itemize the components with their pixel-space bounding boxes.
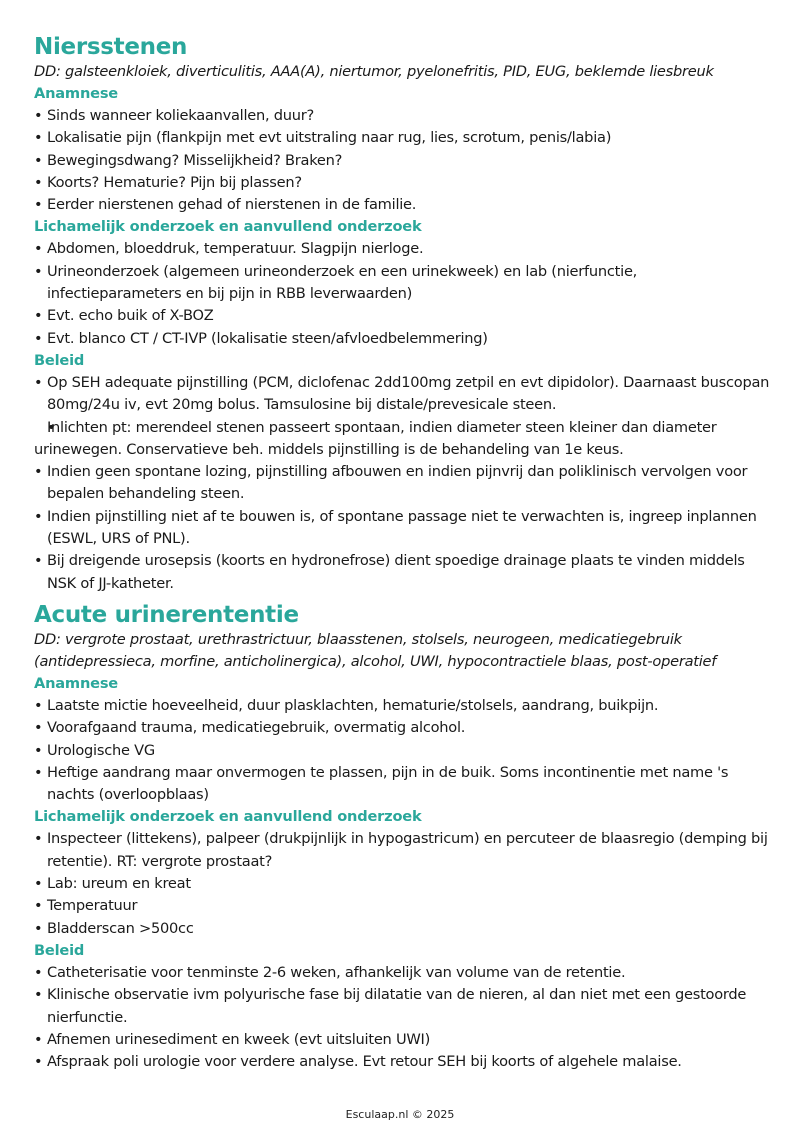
subheading-onderzoek: Lichamelijk onderzoek en aanvullend onderzoek bbox=[34, 218, 422, 236]
list-item: • Voorafgaand trauma, medicatiegebruik, overmatig alcohol. bbox=[34, 717, 774, 739]
beleid-list bbox=[34, 962, 774, 1073]
list-item: • Bij dreigende urosepsis (koorts en hydronefrose) dient spoedige drainage plaats te vinden middels NSK of JJ-katheter. bbox=[34, 550, 774, 595]
list-item: • Indien geen spontane lozing, pijnstilling afbouwen en indien pijnvrij dan poliklinisch vervolgen voor bepalen behandeling steen. bbox=[34, 461, 774, 506]
onderzoek-list bbox=[34, 238, 774, 349]
differential-diagnosis: DD: galsteenkloiek, diverticulitis, AAA(A), niertumor, pyelonefritis, PID, EUG, beklemde liesbreuk bbox=[34, 63, 714, 80]
differential-diagnosis: DD: vergrote prostaat, urethrastrictuur, blaasstenen, stolsels, neurogeen, medicatiegebruik (antidepressieca, morfine, anticholinergica), alcohol, UWI, hypocontractiele blaas, post-operatief bbox=[34, 630, 717, 670]
list-item: • Catheterisatie voor tenminste 2-6 weken, afhankelijk van volume van de retentie. bbox=[34, 962, 774, 984]
document-body bbox=[34, 33, 774, 1073]
list-item: • Sinds wanneer koliekaanvallen, duur? bbox=[34, 105, 774, 127]
anamnese-list bbox=[34, 695, 774, 806]
section-nierstenen bbox=[34, 33, 774, 595]
list-item: • Eerder nierstenen gehad of nierstenen in de familie. bbox=[34, 194, 774, 216]
subheading-onderzoek: Lichamelijk onderzoek en aanvullend onderzoek bbox=[34, 808, 422, 826]
list-item: • Koorts? Hematurie? Pijn bij plassen? bbox=[34, 172, 774, 194]
list-item: • Lab: ureum en kreat bbox=[34, 873, 774, 895]
list-item: • Evt. blanco CT / CT-IVP (lokalisatie steen/afvloedbelemmering) bbox=[34, 328, 774, 350]
list-item: • Inspecteer (littekens), palpeer (drukpijnlijk in hypogastricum) en percuteer de blaasregio (demping bij retentie). RT: vergrote prostaat? bbox=[34, 828, 774, 873]
subheading-beleid: Beleid bbox=[34, 941, 85, 959]
list-item: • Temperatuur bbox=[34, 895, 774, 917]
section-title: Acute urinerententie bbox=[34, 601, 299, 628]
list-item: • Afspraak poli urologie voor verdere analyse. Evt retour SEH bij koorts of algehele malaise. bbox=[34, 1051, 774, 1073]
list-item: • Heftige aandrang maar onvermogen te plassen, pijn in de buik. Soms incontinentie met name 's nachts (overloopblaas) bbox=[34, 762, 774, 807]
section-title: Niersstenen bbox=[34, 34, 188, 60]
list-item: • Indien pijnstilling niet af te bouwen is, of spontane passage niet te verwachten is, ingreep inplannen (ESWL, URS of PNL). bbox=[34, 506, 774, 551]
list-item: • Abdomen, bloeddruk, temperatuur. Slagpijn nierloge. bbox=[34, 238, 774, 260]
list-item: • Urineonderzoek (algemeen urineonderzoek en een urinekweek) en lab (nierfunctie, infectieparameters en bij pijn in RBB leverwaarden) bbox=[34, 261, 774, 306]
list-item: • Afnemen urinesediment en kweek (evt uitsluiten UWI) bbox=[34, 1029, 774, 1051]
list-item: • Laatste mictie hoeveelheid, duur plasklachten, hematurie/stolsels, aandrang, buikpijn. bbox=[34, 695, 774, 717]
section-urineretentie bbox=[34, 601, 774, 1073]
list-item: • Bewegingsdwang? Misselijkheid? Braken? bbox=[34, 150, 774, 172]
list-item: • Lokalisatie pijn (flankpijn met evt uitstraling naar rug, lies, scrotum, penis/labia) bbox=[34, 127, 774, 149]
subheading-anamnese: Anamnese bbox=[34, 85, 119, 102]
footer-copyright: Esculaap.nl © 2025 bbox=[345, 1108, 455, 1121]
onderzoek-list bbox=[34, 828, 774, 939]
list-item: • Urologische VG bbox=[34, 740, 774, 762]
anamnese-list bbox=[34, 105, 774, 216]
list-item: • Bladderscan >500cc bbox=[34, 918, 774, 940]
list-item: • Inlichten pt: merendeel stenen passeert spontaan, indien diameter steen kleiner dan diameter urinewegen. Conservatieve beh. middels pijnstilling is de behandeling van 1e keus. bbox=[34, 417, 774, 462]
list-item: • Evt. echo buik of X-BOZ bbox=[34, 305, 774, 327]
subheading-beleid: Beleid bbox=[34, 351, 85, 369]
beleid-list bbox=[34, 372, 774, 595]
list-item: • Op SEH adequate pijnstilling (PCM, diclofenac 2dd100mg zetpil en evt dipidolor). Daarnaast buscopan 80mg/24u iv, evt 20mg bolus. Tamsulosine bij distale/prevesicale steen. bbox=[34, 372, 774, 417]
list-item: • Klinische observatie ivm polyurische fase bij dilatatie van de nieren, al dan niet met een gestoorde nierfunctie. bbox=[34, 984, 774, 1029]
subheading-anamnese: Anamnese bbox=[34, 674, 119, 692]
